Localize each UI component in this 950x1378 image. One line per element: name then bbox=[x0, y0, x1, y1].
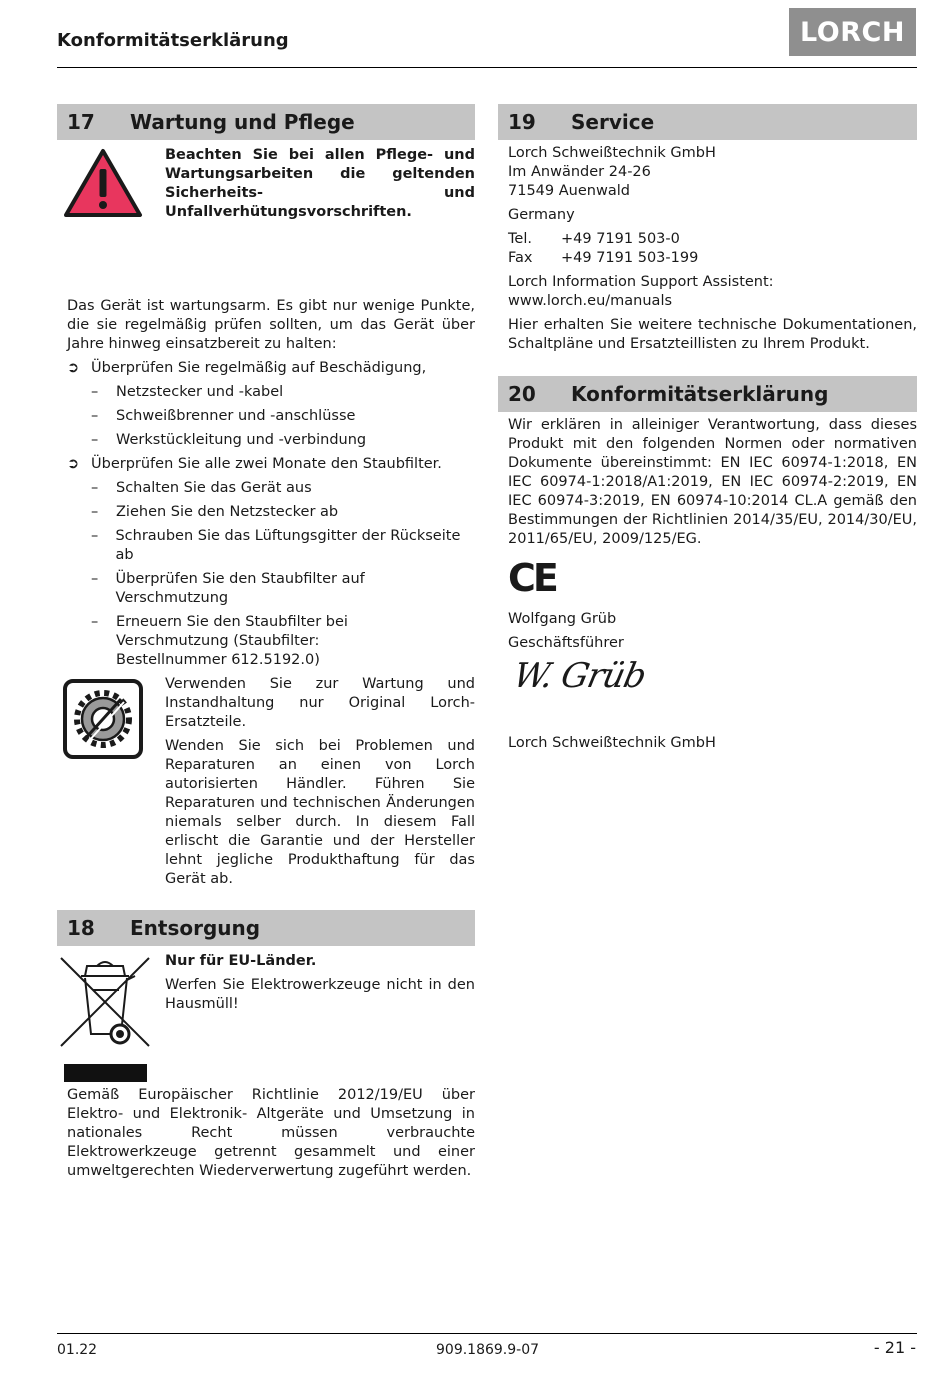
service-phone: Tel. +49 7191 503-0 bbox=[508, 231, 680, 247]
section-20-header bbox=[498, 376, 917, 412]
ce-mark-icon: CE bbox=[508, 556, 556, 600]
section-17-header bbox=[57, 104, 475, 140]
page-number: - 21 - bbox=[873, 1338, 916, 1357]
footer-divider bbox=[57, 1333, 917, 1334]
list-item: ➲ Überprüfen Sie alle zwei Monate den Staubfilter. bbox=[67, 456, 442, 472]
footer-doc-number: 909.1869.9-07 bbox=[436, 1342, 540, 1358]
list-item: – Schweißbrenner und -anschlüsse bbox=[91, 408, 356, 424]
disposal-note bbox=[57, 952, 475, 1082]
list-item: – Schalten Sie das Gerät aus bbox=[91, 480, 312, 496]
spare-parts-gear-icon bbox=[63, 679, 143, 763]
spare-parts-text: Verwenden Sie zur Wartung und Instandhaltung nur Original Lorch-Ersatzteile. Wenden Sie sich bei Problemen und Reparaturen an einen von Lorch autorisierten Händler. Führen Sie Reparaturen und technischen Änderungen niemals selber durch. In diesem Fall erlischt die Garantie und der Hersteller lehnt jegliche Produkthaftung für das Gerät ab. bbox=[165, 676, 475, 887]
list-item: – Ziehen Sie den Netzstecker ab bbox=[91, 504, 339, 520]
service-city: 71549 Auenwald bbox=[508, 183, 630, 199]
section-19-header bbox=[498, 104, 917, 140]
right-column bbox=[498, 104, 917, 753]
assistant-link[interactable]: www.lorch.eu/manuals bbox=[508, 293, 673, 309]
section-title: Entsorgung bbox=[130, 916, 261, 940]
signer-name: Wolfgang Grüb bbox=[508, 611, 617, 627]
page-header-title: Konformitätserklärung bbox=[57, 30, 289, 51]
spare-parts-note bbox=[57, 675, 475, 889]
section-number: 20 bbox=[508, 382, 536, 406]
conformity-company: Lorch Schweißtechnik GmbH bbox=[508, 735, 716, 751]
header-divider bbox=[57, 67, 917, 68]
signature-mark: W. Grüb bbox=[509, 656, 650, 696]
service-info: Hier erhalten Sie weitere technische Dokumentationen, Schaltpläne und Ersatzteillisten zu Ihrem Produkt. bbox=[508, 317, 917, 352]
service-country: Germany bbox=[508, 207, 575, 223]
signer-role: Geschäftsführer bbox=[508, 635, 624, 651]
service-contact bbox=[498, 140, 917, 354]
footer-date: 01.22 bbox=[57, 1342, 98, 1358]
section-number: 18 bbox=[67, 916, 95, 940]
section-title: Service bbox=[571, 110, 655, 134]
service-company: Lorch Schweißtechnik GmbH bbox=[508, 145, 716, 161]
section-17-body bbox=[57, 297, 475, 670]
arrow-bullet-icon: ➲ bbox=[67, 456, 80, 472]
conformity-body bbox=[498, 412, 917, 753]
list-item: – Überprüfen Sie den Staubfilter auf Verschmutzung bbox=[91, 571, 365, 606]
section-number: 19 bbox=[508, 110, 536, 134]
weee-bar bbox=[64, 1064, 147, 1082]
list-item: – Netzstecker und -kabel bbox=[91, 384, 284, 400]
list-item: – Werkstückleitung und -verbindung bbox=[91, 432, 367, 448]
arrow-bullet-icon: ➲ bbox=[67, 360, 80, 376]
section-title: Wartung und Pflege bbox=[130, 110, 355, 134]
disposal-text: Nur für EU-Länder. Werfen Sie Elektrowerkzeuge nicht in den Hausmüll! bbox=[165, 953, 475, 1012]
conformity-statement: Wir erklären in alleiniger Verantwortung, dass dieses Produkt mit den folgenden Normen oder normativen Dokumente übereinstimmt: EN IEC 60974-1:2018, EN IEC 60974-1:2018/A1:2019, EN IEC 60974-2:2019, EN IEC 60974-3:2019, EN 60974-10:2014 CL.A gemäß den Bestimmungen der Richtlinien 2014/35/EU, 2014/30/EU, 2011/65/EU, 2009/125/EG. bbox=[508, 417, 917, 547]
list-item: ➲ Überprüfen Sie regelmäßig auf Beschädigung, bbox=[67, 360, 427, 376]
section-title: Konformitätserklärung bbox=[571, 382, 829, 406]
list-item: – Schrauben Sie das Lüftungsgitter der Rückseite ab bbox=[91, 528, 461, 563]
left-column bbox=[57, 104, 475, 1181]
service-street: Im Anwänder 24-26 bbox=[508, 164, 651, 180]
warning-text: Beachten Sie bei allen Pflege- und Wartungsarbeiten die geltenden Sicherheits- und Unfallverhütungsvorschriften. bbox=[165, 147, 475, 220]
section-number: 17 bbox=[67, 110, 95, 134]
lorch-logo: LORCH bbox=[789, 8, 916, 56]
service-fax: Fax +49 7191 503-199 bbox=[508, 250, 699, 266]
list-item: – Erneuern Sie den Staubfilter bei Verschmutzung (Staubfilter: Bestellnummer 612.5192.0) bbox=[91, 614, 348, 668]
maintenance-warning bbox=[57, 146, 475, 246]
maintenance-intro: Das Gerät ist wartungsarm. Es gibt nur wenige Punkte, die sie regelmäßig prüfen sollten, um das Gerät über Jahre hinweg einsatzbereit zu halten: bbox=[67, 298, 475, 352]
disposal-directive: Gemäß Europäischer Richtlinie 2012/19/EU über Elektro- und Elektronik- Altgeräte und Umsetzung in nationales Recht müssen verbrauchte Elektrowerkzeuge getrennt gesammelt und einer umweltgerechten Wiederverwertung zugeführt werden. bbox=[67, 1087, 475, 1179]
warning-triangle-icon bbox=[63, 148, 143, 224]
section-18-body bbox=[57, 1086, 475, 1181]
signature bbox=[508, 653, 917, 723]
assistant-label: Lorch Information Support Assistent: bbox=[508, 274, 774, 290]
section-18-header bbox=[57, 910, 475, 946]
crossed-bin-icon bbox=[57, 954, 153, 1054]
